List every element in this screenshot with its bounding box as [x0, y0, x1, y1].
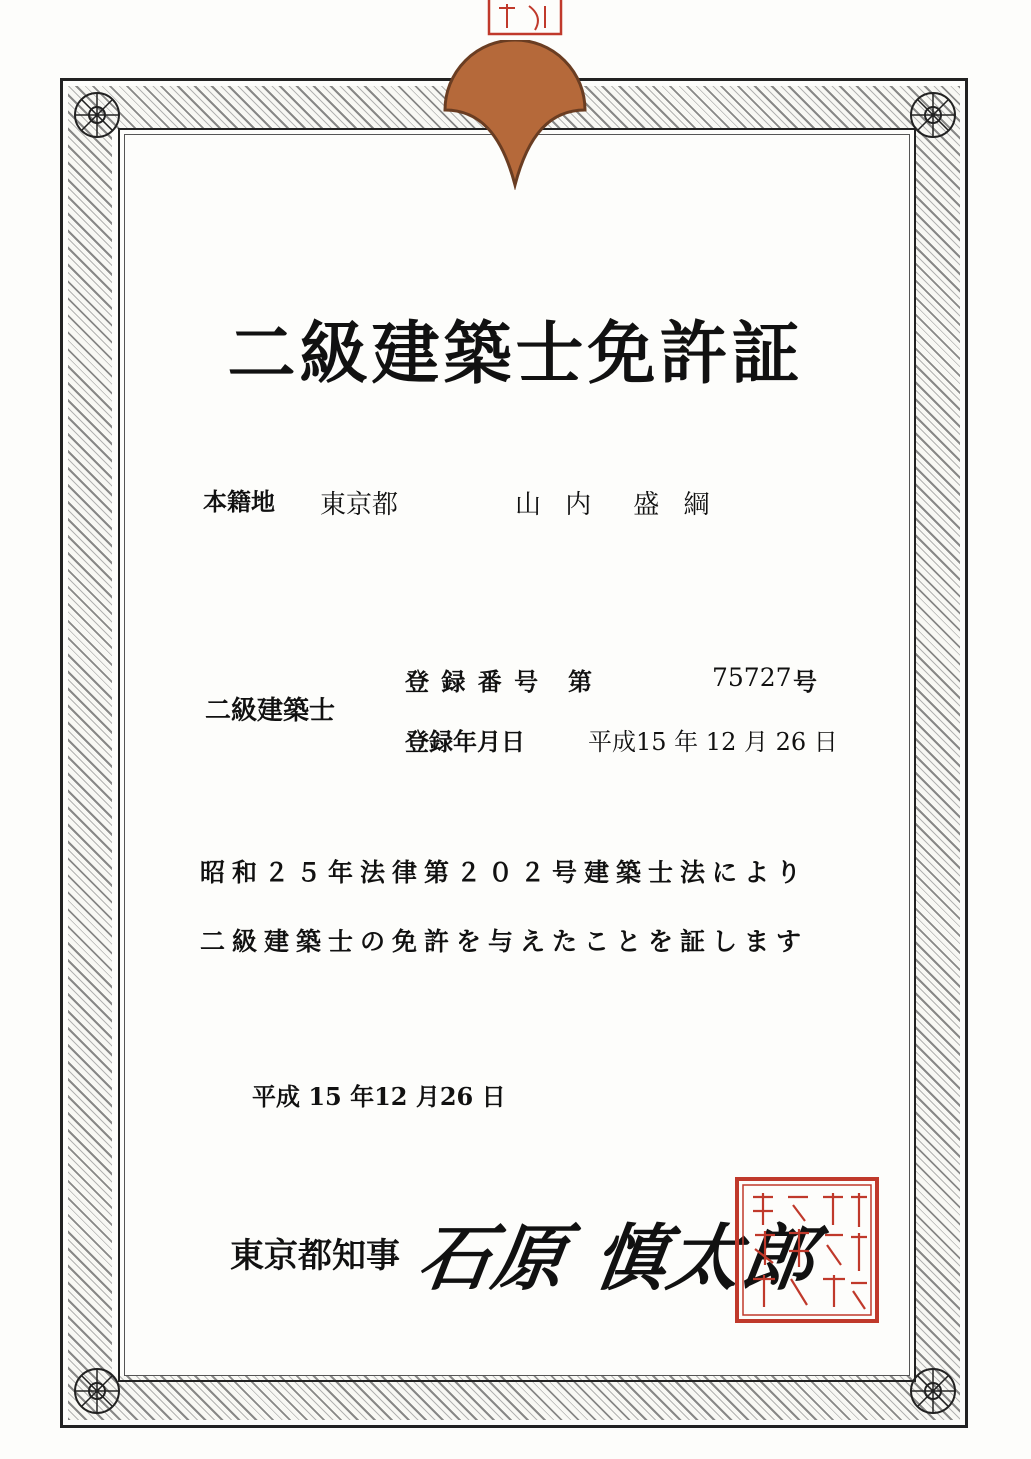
- flower-ornament-icon: [898, 80, 968, 150]
- issuer-signature: 石原 慎太郎: [413, 1215, 823, 1300]
- official-seal-icon: [733, 1175, 881, 1325]
- reg-number-prefix: 第: [568, 667, 592, 696]
- domicile-label: 本籍地: [203, 487, 275, 516]
- reg-number-label: 登 録 番 号: [405, 667, 541, 696]
- certificate-title: 二級建築士免許証: [227, 314, 804, 394]
- top-stamp: [485, 0, 565, 40]
- reg-number-suffix: 号: [793, 667, 817, 696]
- qualification-label: 二級建築士: [205, 696, 336, 726]
- reg-date-label: 登録年月日: [405, 727, 525, 756]
- ginkgo-emblem-icon: [440, 40, 590, 190]
- flower-ornament-icon: [62, 1356, 132, 1426]
- statement-line-1: 昭和２５年法律第２０２号建築士法により: [200, 858, 809, 887]
- issue-date: 平成 15 年12 月26 日: [252, 1082, 506, 1111]
- flower-ornament-icon: [898, 1356, 968, 1426]
- statement-line-2: 二級建築士の免許を与えたことを証します: [200, 927, 809, 956]
- reg-date: 平成15 年 12 月 26 日: [588, 728, 838, 756]
- flower-ornament-icon: [62, 80, 132, 150]
- holder-name: 山 内 盛 綱: [515, 490, 718, 520]
- reg-number: 75727: [712, 663, 792, 692]
- domicile-value: 東京都: [320, 490, 399, 520]
- issuer-title: 東京都知事: [230, 1236, 400, 1276]
